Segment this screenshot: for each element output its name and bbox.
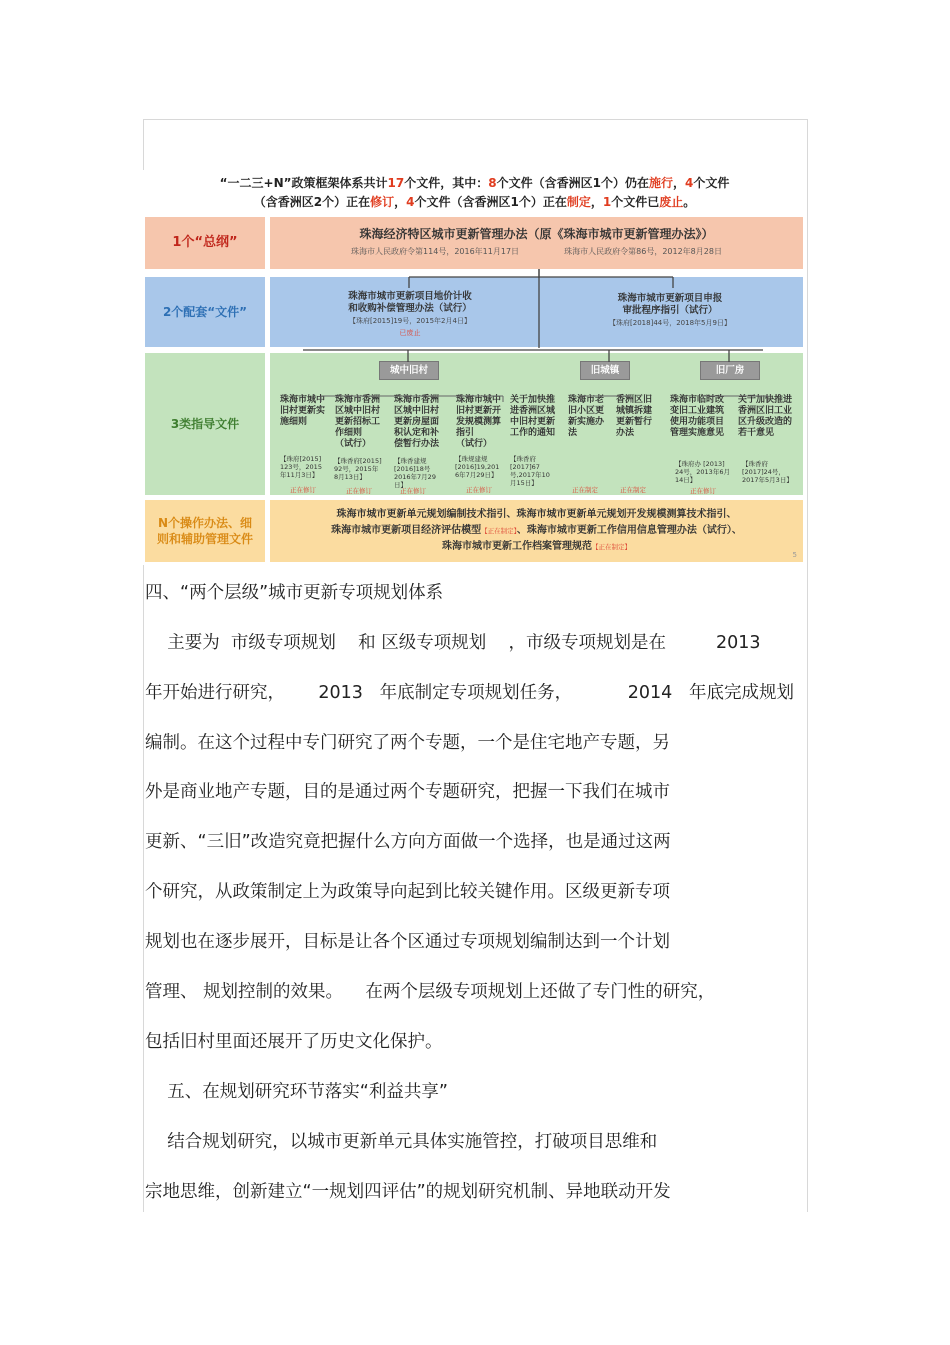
paragraph-line: 规划也在逐步展开，目标是让各个区通过专项规划编制达到一个计划 (145, 932, 670, 952)
row-label-operation: N个操作办法、细 则和辅助管理文件 (145, 500, 265, 562)
operation-line-1: 珠海市城市更新单元规划编制技术指引、珠海市城市更新单元规划开发规模测算技术指引、 (336, 509, 737, 520)
guidance-doc-2: 珠海市香洲 区城中旧村 更新招标工 作细则 （试行） (335, 395, 381, 449)
row-guidance-docs (143, 353, 806, 495)
guidance-ref-3: 【珠香建规 [2016]18号 2016年7月29 日】 (394, 457, 436, 489)
supporting-docs-box (270, 277, 803, 347)
category-town: 旧城镇 (580, 361, 630, 380)
doc-approval-procedure: 珠海市城市更新项目申报 审批程序指引（试行） 【珠府[2018]44号，2018年5月9日】 (609, 293, 731, 327)
stamp-8: 正在修订 (690, 487, 716, 495)
paragraph-line: 结合规划研究，以城市更新单元具体实施管控，打破项目思维和 (145, 1132, 658, 1152)
paragraph-line: 个研究，从政策制定上为政策导向起到比较关键作用。区级更新专项 (145, 882, 670, 902)
abolished-stamp: 已废止 (399, 329, 421, 337)
guidance-ref-4: 【珠规建规 [2016]19,201 6年7月29日】 (455, 455, 500, 479)
guidance-ref-2: 【珠香府[2015] 92号，2015年 8月13日】 (334, 457, 382, 481)
stamp-6: 正在制定 (572, 486, 598, 494)
stamp-2: 正在修订 (346, 487, 372, 495)
guidance-doc-5: 关于加快推 进香洲区城 中旧村更新 工作的通知 (510, 395, 556, 438)
guidance-ref-8: 【珠府办 [2013] 24号，2013年6月 14日】 (675, 460, 730, 484)
guidance-doc-8: 珠海市临时改 变旧工业建筑 使用功能项目 管理实施意见 (670, 395, 725, 438)
intro-line-1: “一二三+N”政策框架体系共计17个文件，其中：8个文件（含香洲区1个）仍在施行，4个文件 (219, 176, 730, 190)
row-label-guidance: 3类指导文件 (145, 353, 265, 495)
guidance-doc-9: 关于加快推进 香洲区旧工业 区升级改造的 若干意见 (738, 395, 793, 438)
guidance-doc-7: 香洲区旧 城镇拆建 更新暂行 办法 (616, 395, 653, 438)
paragraph-line: 主要为 市级专项规划 和 区级专项规划 ，市级专项规划是在 2013 (145, 633, 761, 653)
guidance-doc-6: 珠海市老 旧小区更 新实施办 法 (568, 395, 605, 438)
guidance-ref-1: 【珠府[2015] 123号，2015 年11月3日】 (280, 455, 322, 479)
intro-line-2: （含香洲区2个）正在修订，4个文件（含香洲区1个）正在制定，1个文件已废止。 (253, 195, 696, 209)
operation-line-2: 珠海市城市更新项目经济评估模型【正在制定】、珠海市城市更新工作信用信息管理办法（试行）、 (331, 525, 742, 536)
category-village: 城中旧村 (379, 361, 439, 380)
row-general-outline (143, 217, 806, 269)
diagram-intro (143, 170, 806, 216)
operation-line-3: 珠海市城市更新工作档案管理规范【正在制定】 (442, 541, 631, 552)
guidance-docs-box (270, 353, 803, 495)
stamp-1: 正在修订 (290, 486, 316, 494)
row-label-general: 1个“总纲” (145, 217, 265, 269)
doc-land-price: 珠海市城市更新项目地价计收 和收购补偿管理办法（试行） 【珠府[2015]19号，2015年2月4日】 已废止 (320, 291, 500, 339)
general-outline-title: 珠海经济特区城市更新管理办法（原《珠海市城市更新管理办法》） (359, 227, 714, 241)
guidance-doc-3: 珠海市香洲 区城中旧村 更新房屋面 积认定和补 偿暂行办法 (394, 395, 440, 449)
paragraph-line: 包括旧村里面还展开了历史文化保护。 (145, 1032, 443, 1052)
ref-left: 珠海市人民政府令第114号，2016年11月17日 (351, 247, 520, 256)
paragraph-line: 年开始进行研究， 2013 年底制定专项规划任务， 2014 年底完成规划 (145, 683, 794, 703)
paragraph-line: 管理、 规划控制的效果。 在两个层级专项规划上还做了专门性的研究， (145, 982, 716, 1002)
guidance-ref-9: 【珠香府 [2017]24号， 2017年5月3日】 (742, 460, 793, 484)
paragraph-line: 更新、“三旧”改造究竟把握什么方向方面做一个选择，也是通过这两 (145, 832, 671, 852)
paragraph-line: 宗地思维，创新建立“一规划四评估”的规划研究机制、异地联动开发 (145, 1182, 671, 1202)
ref-right: 珠海市人民政府令第86号，2012年8月28日 (564, 247, 722, 256)
general-outline-box (270, 217, 803, 269)
policy-framework-diagram (143, 170, 806, 565)
slide-page-number: 5 (792, 551, 797, 559)
operation-docs-box (270, 500, 803, 562)
paragraph-line: 外是商业地产专题，目的是通过两个专题研究，把握一下我们在城市 (145, 782, 670, 802)
section-heading-5: 五、在规划研究环节落实“利益共享” (145, 1082, 448, 1102)
stamp-7: 正在制定 (620, 486, 646, 494)
guidance-doc-4: 珠海市城中 旧村更新开 发规模测算 指引 （试行） (456, 395, 502, 449)
guidance-doc-1: 珠海市城中 旧村更新实 施细则 (280, 395, 326, 427)
row-label-supporting: 2个配套“文件” (145, 277, 265, 347)
stamp-3: 正在修订 (400, 487, 426, 495)
general-outline-refs (270, 246, 803, 257)
guidance-ref-5: 【珠香府 [2017]67 号,2017年10 月15日】 (510, 455, 550, 487)
row-operation-docs (143, 500, 806, 562)
category-factory: 旧厂房 (700, 361, 760, 380)
row-supporting-docs (143, 277, 806, 347)
stamp-4: 正在修订 (466, 486, 492, 494)
paragraph-line: 编制。在这个过程中专门研究了两个专题，一个是住宅地产专题，另 (145, 733, 670, 753)
section-heading-4: 四、“两个层级”城市更新专项规划体系 (145, 583, 444, 603)
